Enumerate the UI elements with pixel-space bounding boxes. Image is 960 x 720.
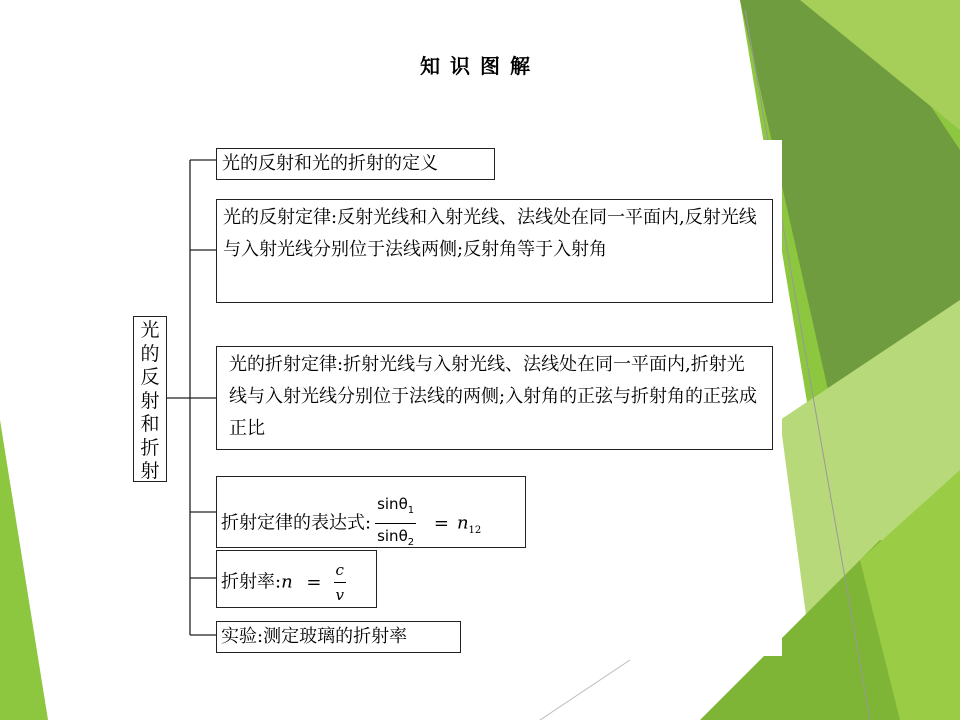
denominator: v — [335, 586, 344, 604]
root-char: 折 — [140, 436, 160, 459]
cv-fraction — [334, 561, 346, 604]
equals-sign: = — [306, 571, 322, 593]
equals-sign: = — [433, 512, 449, 534]
index-label: 折射率: — [221, 571, 282, 593]
n-symbol: n — [281, 571, 293, 593]
numerator: c — [334, 561, 346, 583]
root-char: 和 — [140, 413, 160, 435]
experiment-node: 实验:测定玻璃的折射率 — [216, 621, 461, 653]
denominator: sinθ — [377, 527, 408, 545]
root-char: 的 — [140, 342, 160, 365]
refraction-formula-node — [216, 476, 526, 548]
refraction-law-node: 光的折射定律:折射光线与入射光线、法线处在同一平面内,折射光线与入射光线分别位于法线的两侧;入射角的正弦与折射角的正弦成正比 — [216, 346, 773, 450]
page-title: 知识图解 — [420, 54, 540, 78]
definition-node: 光的反射和光的折射的定义 — [216, 148, 495, 180]
numerator: sinθ — [377, 495, 408, 513]
sine-fraction — [375, 495, 416, 552]
root-char: 光 — [140, 319, 160, 341]
deco-line — [540, 660, 630, 720]
root-char: 反 — [140, 366, 160, 388]
n-subscript: 12 — [468, 525, 482, 537]
root-char: 射 — [140, 389, 160, 412]
denominator-subscript: 2 — [407, 537, 415, 548]
root-char: 射 — [140, 460, 160, 482]
numerator-subscript: 1 — [407, 505, 415, 516]
root-node — [133, 316, 167, 482]
green-shape — [0, 420, 48, 720]
reflection-law-node: 光的反射定律:反射光线和入射光线、法线处在同一平面内,反射光线与入射光线分别位于法线两侧;反射角等于入射角 — [216, 199, 773, 303]
n-symbol: n — [456, 512, 469, 534]
refractive-index-node — [216, 550, 377, 608]
formula-label: 折射定律的表达式: — [221, 512, 372, 534]
